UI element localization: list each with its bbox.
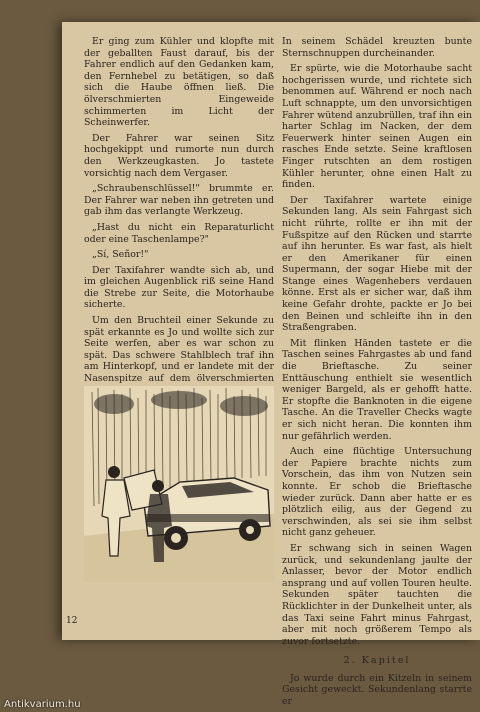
paragraph: „Sí, Señor!" <box>92 249 149 261</box>
chapter-heading: 2. Kapitel <box>343 655 411 667</box>
paragraph: Der Fahrer war seinen Sitz hochgekippt und rumorte nun durch den Werkzeugkasten. Jo tastete vorsichtig nach dem Vergaser. <box>84 132 274 179</box>
paragraph: Jo wurde durch ein Kitzeln in seinem Gesicht geweckt. Sekundenlang starrte er <box>282 672 472 708</box>
book-page <box>62 22 480 708</box>
right-column <box>282 36 472 712</box>
page-number: 12 <box>66 616 78 626</box>
paragraph: Er schwang sich in seinen Wagen zurück, und sekundenlang jaulte der Anlasser, bevor der Motor endlich ansprang und auf vollen Touren heulte. Sekunden später tauchten die Rücklichter in der Dunkelheit unter, als das Taxi seine Fahrt minus Fahrgast, aber mit noch größerem Tempo als zuvor fortsetzte. <box>282 542 472 647</box>
paragraph: Der Taxifahrer wartete einige Sekunden lang. Als sein Fahrgast sich nicht rührte, rollte er ihn mit der Fußspitze auf den Rücken und starrte auf ihn herunter. Es war fast, als hielt er den Amerikaner für einen Supermann, der sogar Hiebe mit der Stange eines Wagenhebers verdauen könne. Erst als er sicher war, daß ihm keine Gefahr drohte, packte er Jo bei den Beinen und schleifte ihn in den Straßengraben. <box>282 194 472 334</box>
paragraph: Er ging zum Kühler und klopfte mit der geballten Faust darauf, bis der Fahrer endlich auf den Gedanken kam, den Fernhebel zu betätigen, so daß sich die Haube öffnen ließ. Die ölverschmierten Eingeweide schimmerten im Licht der Scheinwerfer. <box>84 36 274 129</box>
paragraph: „Schraubenschlüssel!" brummte er. Der Fahrer war neben ihn getreten und gab ihm das verlangte Werkzeug. <box>84 183 274 218</box>
paragraph: Auch eine flüchtige Untersuchung der Papiere brachte nichts zum Vorschein, das ihm von Nutzen sein konnte. Er schob die Brieftasche wieder zurück. Dann aber hatte er es plötzlich eilig, aus der Gegend zu verschwinden, als sei sie ihm selbst nicht ganz geheuer. <box>282 446 472 539</box>
paragraph: Der Taxifahrer wandte sich ab, und im gleichen Augenblick riß seine Hand die Strebe zur Seite, die Motorhaube sicherte. <box>84 264 274 311</box>
paragraph: Um den Bruchteil einer Sekunde zu spät erkannte es Jo und wollte sich zur Seite werfen, aber es war schon zu spät. Das schwere Stahlblech traf ihn am Hinterkopf, und er landete mit der Nasenspitze auf dem ölverschmierten <box>84 315 274 385</box>
paragraph: Er spürte, wie die Motorhaube sacht hochgerissen wurde, und richtete sich benommen auf. Während er noch nach Luft schnappte, um den unvorsichtigen Fahrer wütend anzubrüllen, traf ihn ein harter Schlag im Nacken, der dem Feuerwerk hinter seinen Augen ein rasches Ende setzte. Seine kraftlosen Finger rutschten an dem rostigen Kühler herunter, ohne einen Halt zu finden. <box>282 63 472 191</box>
paragraph: In seinem Schädel kreuzten bunte Sternschnuppen durcheinander. <box>282 36 472 59</box>
illustration-taxi-repair <box>84 386 274 582</box>
left-column <box>84 36 274 400</box>
watermark: Antikvarium.hu <box>4 699 81 710</box>
paragraph: Mit flinken Händen tastete er die Taschen seines Fahrgastes ab und fand die Brieftasche. Zu seiner Enttäuschung enthielt sie wesentlich weniger Bargeld, als er gehofft hatte. Er stopfte die Banknoten in die eigene Tasche. An die Traveller Checks wagte er sich nicht heran. Die konnten ihm nur gefährlich werden. <box>282 337 472 442</box>
paragraph: „Hast du nicht ein Reparaturlicht oder eine Taschenlampe?" <box>84 221 274 245</box>
